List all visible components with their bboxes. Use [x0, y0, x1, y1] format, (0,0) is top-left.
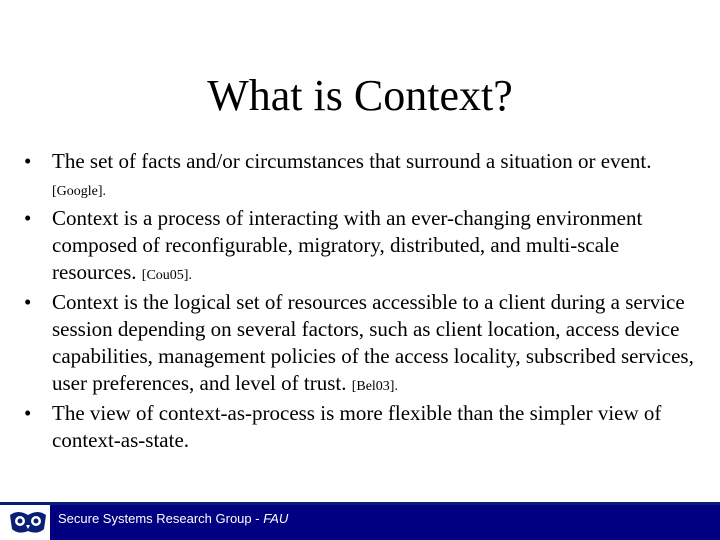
footer-separator: - — [251, 511, 264, 526]
bullet-dot: • — [24, 290, 32, 314]
bullet-text: The view of context-as-process is more flexible than the simpler view of context-as-state. — [52, 401, 662, 452]
owl-logo-icon — [8, 507, 48, 537]
bullet-citation: [Bel03]. — [351, 379, 398, 394]
bullet-citation: [Google]. — [52, 184, 107, 199]
bullet-item — [24, 400, 696, 457]
bullet-text: The set of facts and/or circumstances that surround a situation or event. — [52, 149, 652, 173]
bullet-item — [24, 289, 696, 400]
bullet-dot: • — [24, 149, 32, 173]
bullet-item — [24, 205, 696, 289]
bullet-item — [24, 148, 696, 205]
bullet-dot: • — [24, 401, 32, 425]
footer-caption — [58, 511, 288, 526]
bullet-text: Context is a process of interacting with an ever-changing environment composed of reconfigurable, migratory, distributed, and multi-scale resources. — [52, 206, 643, 284]
bullet-citation: [Cou05]. — [141, 268, 192, 283]
bullet-list — [24, 148, 696, 457]
footer-group-name: Secure Systems Research Group — [58, 511, 252, 526]
bullet-text: Context is the logical set of resources accessible to a client during a service session depending on several factors, such as client location, access device capabilities, management policies of the access locality, subscribed services, user preferences, and level of trust. — [52, 290, 694, 395]
footer-org: FAU — [263, 511, 289, 526]
slide-title: What is Context? — [207, 71, 513, 120]
bullet-dot: • — [24, 206, 32, 230]
